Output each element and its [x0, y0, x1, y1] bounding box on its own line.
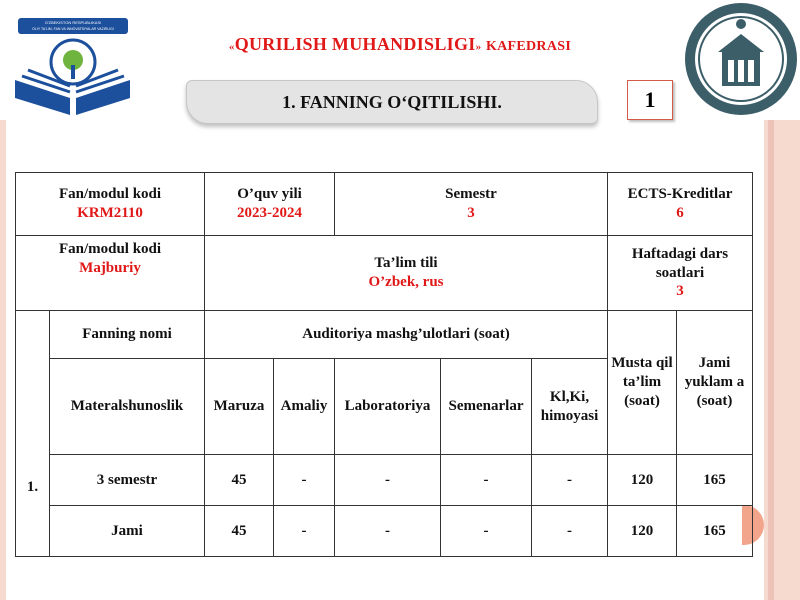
- type-label: Fan/modul kodi: [58, 241, 162, 257]
- course-table: [15, 172, 753, 557]
- col-lecture: Maruza: [205, 359, 274, 455]
- year-label: O’quv yili: [237, 186, 302, 203]
- total-lab-hours: -: [335, 506, 441, 557]
- semester-row-label: 3 semestr: [50, 455, 205, 506]
- svg-text:O'ZBEKISTON RESPUBLIKASI: O'ZBEKISTON RESPUBLIKASI: [44, 20, 102, 25]
- total-seminar-hours: -: [441, 506, 532, 557]
- total-row-label: Jami: [50, 506, 205, 557]
- semester-practice-hours: -: [274, 455, 335, 506]
- col-seminar: Semenarlar: [441, 359, 532, 455]
- title-main: QURILISH MUHANDISLIGI: [234, 34, 476, 54]
- independent-study-label: Musta qil ta’lim (soat): [608, 311, 677, 455]
- svg-text:OLIY TA'LIM, FAN VA INNOVATSIY: OLIY TA'LIM, FAN VA INNOVATSIYALAR VAZIRLIGI: [32, 27, 114, 31]
- col-practice: Amaliy: [274, 359, 335, 455]
- table-row: [16, 506, 753, 557]
- total-independent-hours: 120: [608, 506, 677, 557]
- subject-value: Materalshunoslik: [50, 359, 205, 455]
- auditorium-label: Auditoriya mashg’ulotlari (soat): [205, 311, 608, 359]
- semester-lab-hours: -: [335, 455, 441, 506]
- page-number: 1: [627, 80, 673, 120]
- semester-defense-hours: -: [532, 455, 608, 506]
- semester-value: 3: [467, 205, 475, 221]
- total-lecture-hours: 45: [205, 506, 274, 557]
- total-practice-hours: -: [274, 506, 335, 557]
- section-heading: 1. FANNING O‘QITILISHI.: [186, 80, 598, 124]
- ministry-logo: [10, 10, 135, 120]
- total-load-label: Jami yuklam a (soat): [677, 311, 753, 455]
- semester-independent-hours: 120: [608, 455, 677, 506]
- table-row: [16, 173, 753, 236]
- language-cell: [205, 236, 608, 311]
- semester-total-hours: 165: [677, 455, 753, 506]
- col-laboratory: Laboratoriya: [335, 359, 441, 455]
- subject-label: Fanning nomi: [50, 311, 205, 359]
- semester-seminar-hours: -: [441, 455, 532, 506]
- ects-label: ECTS-Kreditlar: [627, 186, 733, 203]
- department-title: [175, 34, 625, 55]
- ects-cell: [608, 173, 753, 236]
- right-decor-band-inner: [768, 120, 774, 600]
- row-index: 1.: [16, 311, 50, 557]
- title-dept: KAFEDRASI: [485, 39, 572, 54]
- table-row: [16, 236, 753, 311]
- year-cell: [205, 173, 335, 236]
- code-label: Fan/modul kodi: [58, 186, 162, 203]
- year-value: 2023-2024: [237, 205, 302, 221]
- semester-label: Semestr: [445, 186, 497, 203]
- total-defense-hours: -: [532, 506, 608, 557]
- weekly-hours-value: 3: [676, 283, 684, 300]
- type-value: Majburiy: [79, 259, 141, 276]
- left-decor-strip: [0, 120, 6, 600]
- language-label: Ta’lim tili: [374, 255, 438, 272]
- weekly-hours-cell: [608, 236, 753, 311]
- col-defense: Kl,Ki, himoyasi: [532, 359, 608, 455]
- ects-value: 6: [676, 205, 684, 221]
- title-open-quote: «: [228, 41, 235, 53]
- semester-cell: [335, 173, 608, 236]
- university-seal-logo: [682, 0, 800, 118]
- code-value: KRM2110: [77, 205, 143, 221]
- table-row: [16, 311, 753, 359]
- weekly-hours-label: Haftadagi dars soatlari: [631, 245, 729, 281]
- title-close-quote: »: [475, 41, 482, 53]
- code-cell: [16, 173, 205, 236]
- total-total-hours: 165: [677, 506, 753, 557]
- language-value: O’zbek, rus: [368, 274, 444, 290]
- type-cell: [16, 236, 205, 311]
- table-row: [16, 455, 753, 506]
- semester-lecture-hours: 45: [205, 455, 274, 506]
